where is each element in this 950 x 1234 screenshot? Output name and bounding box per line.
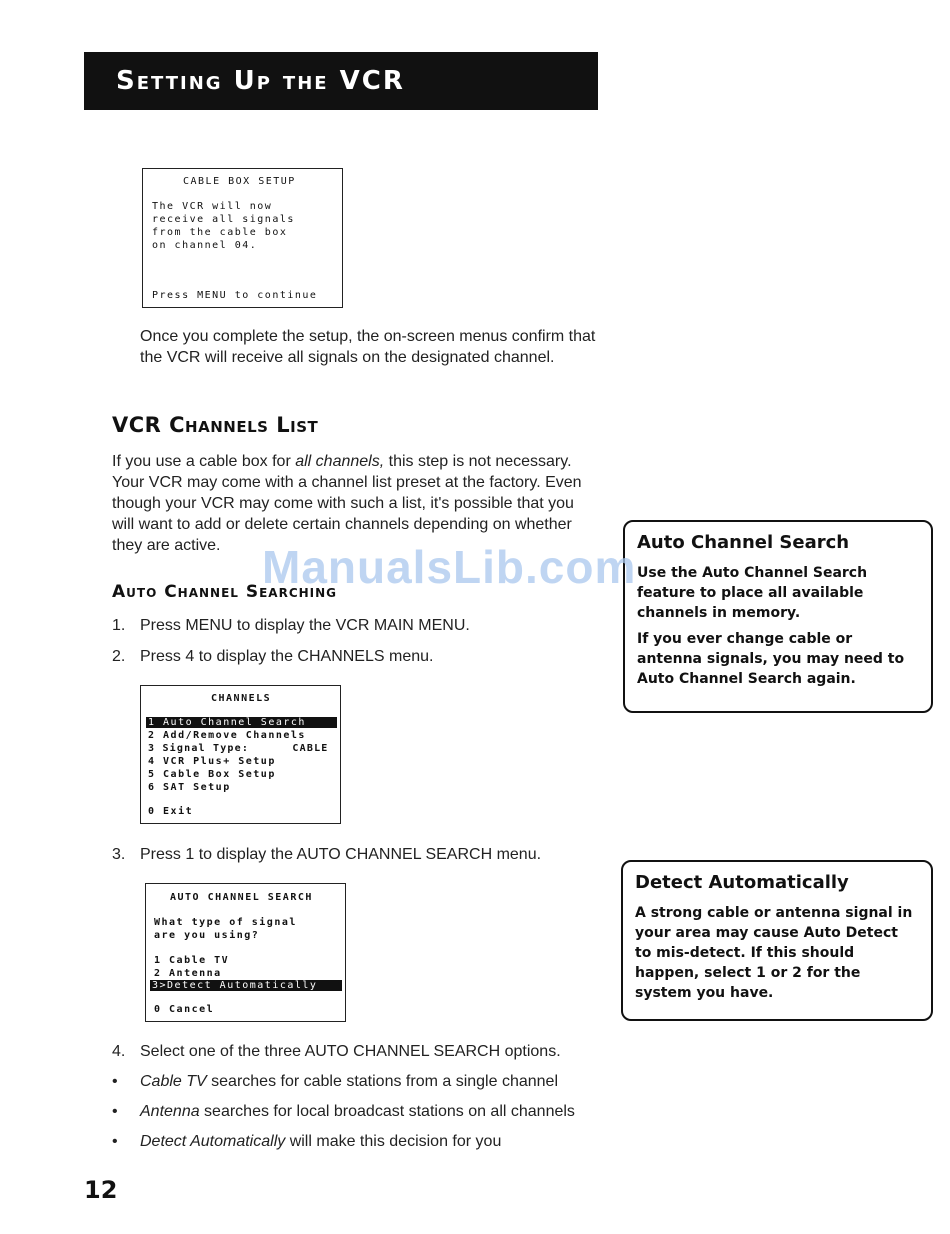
screen-title: AUTO CHANNEL SEARCH [170, 892, 313, 903]
sidebar-text: If you ever change cable or antenna signals, you may need to Auto Channel Search again. [637, 631, 905, 687]
section-heading-auto-search: Auto Channel Searching [112, 582, 338, 602]
screen-question: What type of signal [154, 917, 297, 928]
screen-line: on channel 04. [152, 240, 258, 251]
page-number: 12 [84, 1176, 118, 1204]
auto-channel-search-screen [145, 883, 346, 1022]
screen-question: are you using? [154, 930, 260, 941]
sidebar-text: A strong cable or antenna signal in your area may cause Auto Detect to mis-detect. If this should happen, select 1 or 2 for the system you have. [635, 905, 913, 1001]
menu-item-sat-setup: 6 SAT Setup [148, 782, 231, 793]
screen-title: CHANNELS [211, 693, 272, 704]
channels-list-paragraph: If you use a cable box for all channels, this step is not necessary. Your VCR may come with a channel list preset at the factory. Even though your VCR may come with such a list, it's possible that you will want to add or delete certain channels depending on whether they are active. [112, 453, 582, 554]
bullet-detect-automatically: • Detect Automatically will make this decision for you [112, 1133, 502, 1150]
screen-line: The VCR will now [152, 201, 273, 212]
menu-item-vcr-plus: 4 VCR Plus+ Setup [148, 756, 276, 767]
menu-item-add-remove: 2 Add/Remove Channels [148, 730, 306, 741]
menu-item-cable-box: 5 Cable Box Setup [148, 769, 276, 780]
sidebar-title: Auto Channel Search [637, 532, 850, 553]
option-detect-automatically: 3>Detect Automatically [150, 980, 342, 991]
bullet-cable-tv: • Cable TV searches for cable stations from a single channel [112, 1073, 558, 1090]
page-header: Setting Up the VCR [84, 52, 598, 110]
screen-footer: Press MENU to continue [152, 290, 318, 301]
section-heading-channels-list: VCR Channels List [112, 413, 319, 437]
sidebar-text: Use the Auto Channel Search feature to place all available channels in memory. [637, 565, 868, 621]
bullet-antenna: • Antenna searches for local broadcast stations on all channels [112, 1103, 575, 1120]
screen-title: CABLE BOX SETUP [183, 176, 296, 187]
step-1: 1. Press MENU to display the VCR MAIN MENU. [112, 617, 470, 634]
option-cable-tv: 1 Cable TV [154, 955, 230, 966]
sidebar-title: Detect Automatically [635, 872, 849, 893]
sidebar-detect-automatically [621, 860, 933, 1021]
screen-line: receive all signals [152, 214, 295, 225]
step-4: 4. Select one of the three AUTO CHANNEL SEARCH options. [112, 1043, 561, 1060]
channels-menu-screen [140, 685, 341, 824]
option-antenna: 2 Antenna [154, 968, 222, 979]
option-cancel: 0 Cancel [154, 1004, 215, 1015]
menu-item-signal-type: 3 Signal Type: CABLE [148, 743, 329, 754]
step-3: 3. Press 1 to display the AUTO CHANNEL SEARCH menu. [112, 846, 542, 863]
menu-item-exit: 0 Exit [148, 806, 194, 817]
menu-item-auto-channel-search: 1 Auto Channel Search [146, 717, 337, 728]
step-2: 2. Press 4 to display the CHANNELS menu. [112, 648, 434, 665]
watermark: ManualsLib.com [262, 541, 637, 593]
intro-paragraph: Once you complete the setup, the on-screen menus confirm that the VCR will receive all signals on the designated channel. [140, 328, 596, 366]
sidebar-auto-channel-search [623, 520, 933, 713]
screen-line: from the cable box [152, 227, 288, 238]
cable-box-setup-screen [142, 168, 343, 308]
